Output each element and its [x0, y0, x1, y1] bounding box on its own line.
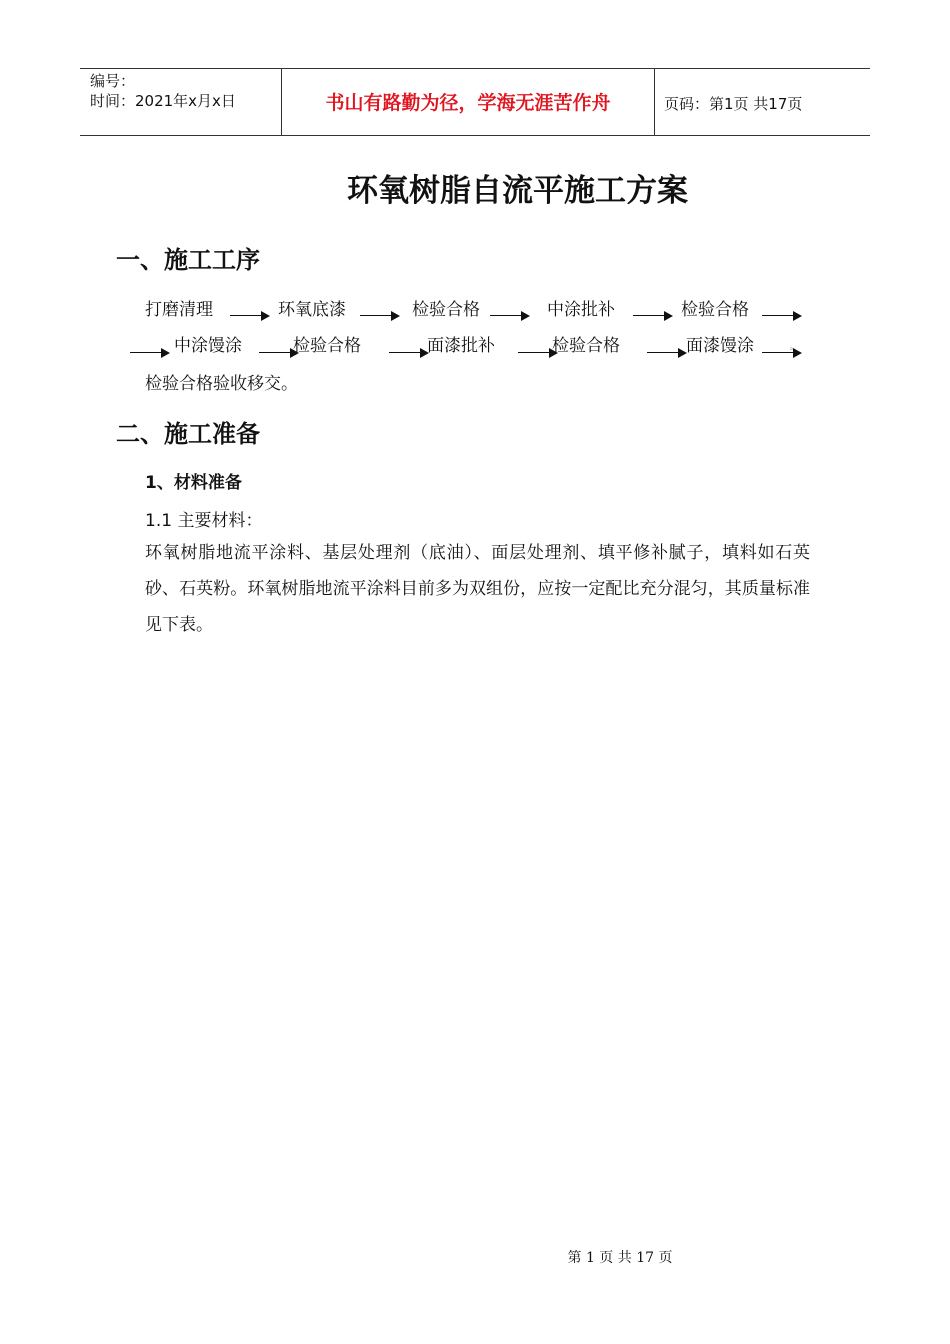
- process-step: 中涂馒涂: [174, 336, 242, 356]
- subsection-materials: 1、材料准备: [145, 473, 242, 493]
- process-arrow: [647, 348, 687, 358]
- process-step: 面漆馒涂: [686, 336, 754, 356]
- header-divider-2: [654, 68, 655, 136]
- process-step: 检验合格: [552, 336, 620, 356]
- process-step: 中涂批补: [547, 300, 615, 320]
- header-top-border: [80, 68, 870, 69]
- process-step: 检验合格: [681, 300, 749, 320]
- process-step: 打磨清理: [145, 300, 213, 320]
- process-arrow: [490, 311, 530, 321]
- header-bottom-border: [80, 135, 870, 136]
- process-arrow: [230, 311, 270, 321]
- document-title: 环氧树脂自流平施工方案: [347, 173, 688, 209]
- process-arrow: [130, 348, 170, 358]
- process-arrow: [389, 348, 429, 358]
- header-motto: 书山有路勤为径，学海无涯苦作舟: [325, 92, 611, 114]
- section2-heading: 二、施工准备: [116, 419, 260, 448]
- materials-paragraph: 环氧树脂地流平涂料、基层处理剂（底油）、面层处理剂、填平修补腻子，填料如石英砂、石英粉。环氧树脂地流平涂料目前多为双组份，应按一定配比充分混匀，其质量标准见下表。: [145, 543, 810, 635]
- subsection-main-materials: 1.1 主要材料：: [145, 511, 263, 531]
- process-step: 检验合格: [412, 300, 480, 320]
- process-step: 面漆批补: [427, 336, 495, 356]
- process-step: 环氧底漆: [278, 300, 346, 320]
- section1-heading: 一、施工工序: [116, 245, 260, 274]
- process-final-step: 检验合格验收移交。: [145, 374, 298, 394]
- process-arrow: [633, 311, 673, 321]
- page-footer: 第 1 页 共 17 页: [567, 1250, 673, 1266]
- stray-period-mark: 。: [790, 342, 798, 351]
- process-step: 检验合格: [293, 336, 361, 356]
- header-page-info: 页码：第1页 共17页: [664, 95, 803, 113]
- process-arrow: [360, 311, 400, 321]
- header-number-label: 编号：: [90, 72, 136, 90]
- header-time-label: 时间：2021年x月x日: [90, 92, 236, 110]
- process-arrow: [762, 311, 802, 321]
